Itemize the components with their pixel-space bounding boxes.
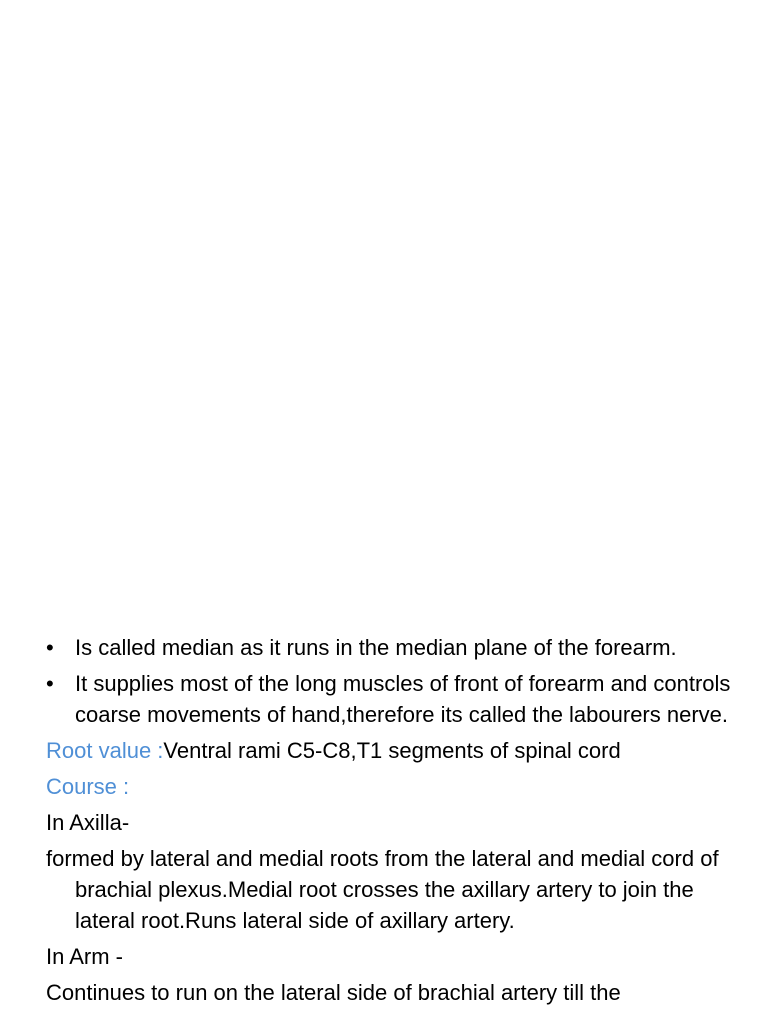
bullet-text: Is called median as it runs in the median plane of the forearm. [75,635,677,660]
bullet-list [46,632,736,730]
bullet-item [46,632,736,663]
course-label: Course : [46,774,130,799]
bullet-item [46,668,736,730]
axilla-heading: In Axilla- [46,810,130,835]
arm-text: Continues to run on the lateral side of brachial artery till the [46,980,621,1005]
axilla-text: formed by lateral and medial roots from the lateral and medial cord of brachial plexus.Medial root crosses the axillary artery to join the lateral root.Runs lateral side of axillary artery. [46,846,719,933]
root-value-label: Root value : [46,738,164,763]
root-value-text: Ventral rami C5-C8,T1 segments of spinal cord [163,738,621,763]
course-line [46,771,736,802]
bullet-dot-icon: • [46,671,54,696]
bullet-dot-icon: • [46,635,54,660]
bullet-text: It supplies most of the long muscles of front of forearm and controls coarse movements of hand,therefore its called the labourers nerve. [75,671,731,727]
arm-heading: In Arm - [46,944,124,969]
root-value-line [46,735,736,766]
document-body [46,632,736,1013]
